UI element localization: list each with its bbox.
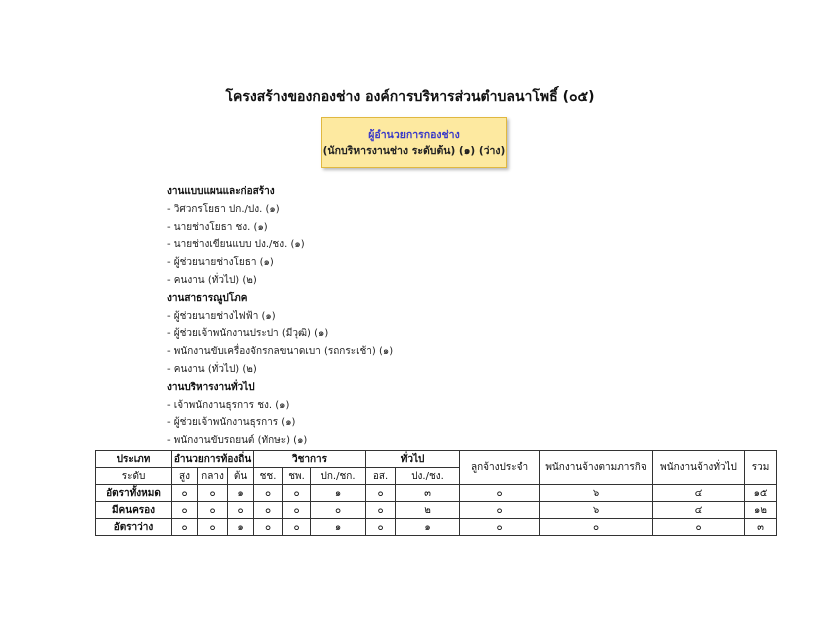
table-cell: ๑	[311, 485, 366, 502]
table-cell: ๑	[311, 519, 366, 536]
table-cell: ๐	[254, 502, 283, 519]
section-item: - คนงาน (ทั่วไป) (๒)	[167, 363, 257, 375]
sub-header: ปก./ชก.	[311, 468, 366, 485]
table-cell: ๑๕	[745, 485, 777, 502]
table-cell: ๐	[198, 519, 228, 536]
table-cell: ๐	[540, 519, 653, 536]
table-cell: ๐	[228, 502, 254, 519]
table-cell: ๐	[172, 485, 198, 502]
table-cell: ๐	[460, 485, 540, 502]
sub-header: กลาง	[198, 468, 228, 485]
section-item: - นายช่างเขียนแบบ ปง./ชง. (๑)	[167, 239, 305, 251]
table-cell: ๑๒	[745, 502, 777, 519]
table-cell: ๐	[198, 485, 228, 502]
table-cell: ๑	[228, 485, 254, 502]
section-item: - พนักงานขับเครื่องจักรกลขนาดเบา (รถกระเช้า) (๑)	[167, 346, 394, 358]
section-list	[167, 183, 393, 450]
sub-header: ต้น	[228, 468, 254, 485]
table-cell: ๒	[396, 502, 460, 519]
header-permanent: ลูกจ้างประจำ	[460, 451, 540, 485]
sub-header: ชพ.	[283, 468, 311, 485]
table-cell: ๐	[254, 485, 283, 502]
position-rate-table	[95, 450, 777, 536]
table-cell: ๐	[254, 519, 283, 536]
section-item: - ผู้ช่วยนายช่างไฟฟ้า (๑)	[167, 310, 276, 322]
director-box	[321, 117, 507, 168]
director-title: ผู้อำนวยการกองช่าง	[368, 128, 460, 141]
table-cell: ๔	[653, 502, 745, 519]
table-cell: ๓	[745, 519, 777, 536]
table-cell: ๐	[283, 485, 311, 502]
table-cell: ๐	[311, 502, 366, 519]
table-cell: ๑	[228, 519, 254, 536]
sub-header: ชช.	[254, 468, 283, 485]
table-row	[96, 502, 777, 519]
table-cell: ๑	[396, 519, 460, 536]
row-label: มีคนครอง	[96, 502, 172, 519]
header-academic: วิชาการ	[254, 451, 366, 468]
table-row	[96, 485, 777, 502]
section-title: งานแบบแผนและก่อสร้าง	[167, 186, 275, 197]
section-item: - เจ้าพนักงานธุรการ ชง. (๑)	[167, 399, 290, 411]
page-title: โครงสร้างของกองช่าง องค์การบริหารส่วนตำบลนาโพธิ์ (๐๕)	[225, 89, 595, 105]
table-cell: ๐	[172, 502, 198, 519]
header-general: ทั่วไป	[366, 451, 460, 468]
table-cell: ๓	[396, 485, 460, 502]
sub-header: ปง./ชง.	[396, 468, 460, 485]
director-position: (นักบริหารงานช่าง ระดับต้น) (๑) (ว่าง)	[322, 144, 506, 157]
section-item: - นายช่างโยธา ชง. (๑)	[167, 221, 268, 233]
row-label: อัตราทั้งหมด	[96, 485, 172, 502]
section-item: - วิศวกรโยธา ปก./ปง. (๑)	[167, 203, 280, 215]
table-row	[96, 519, 777, 536]
table-cell: ๐	[460, 519, 540, 536]
header-mission-employee: พนักงานจ้างตามภารกิจ	[540, 451, 653, 485]
table-cell: ๐	[366, 502, 396, 519]
sub-header: อส.	[366, 468, 396, 485]
header-level: ระดับ	[96, 468, 172, 485]
table-cell: ๖	[540, 502, 653, 519]
header-local-admin: อำนวยการท้องถิ่น	[172, 451, 254, 468]
table-cell: ๐	[283, 519, 311, 536]
sub-header: สูง	[172, 468, 198, 485]
table-cell: ๐	[460, 502, 540, 519]
section-item: - ผู้ช่วยเจ้าพนักงานประปา (มีวุฒิ) (๑)	[167, 328, 329, 340]
table-cell: ๐	[366, 485, 396, 502]
table-cell: ๐	[172, 519, 198, 536]
table-cell: ๐	[283, 502, 311, 519]
section-title: งานบริหารงานทั่วไป	[167, 381, 255, 393]
header-general-employee: พนักงานจ้างทั่วไป	[653, 451, 745, 485]
row-label: อัตราว่าง	[96, 519, 172, 536]
table-cell: ๔	[653, 485, 745, 502]
section-item: - ผู้ช่วยนายช่างโยธา (๑)	[167, 257, 274, 269]
header-total: รวม	[745, 451, 777, 485]
table-cell: ๐	[653, 519, 745, 536]
section-title: งานสาธารณูปโภค	[167, 292, 248, 304]
table-cell: ๐	[198, 502, 228, 519]
section-item: - คนงาน (ทั่วไป) (๒)	[167, 274, 257, 286]
section-item: - พนักงานขับรถยนต์ (ทักษะ) (๑)	[167, 435, 308, 447]
table-cell: ๐	[366, 519, 396, 536]
header-type: ประเภท	[96, 451, 172, 468]
table-cell: ๖	[540, 485, 653, 502]
section-item: - ผู้ช่วยเจ้าพนักงานธุรการ (๑)	[167, 417, 296, 429]
